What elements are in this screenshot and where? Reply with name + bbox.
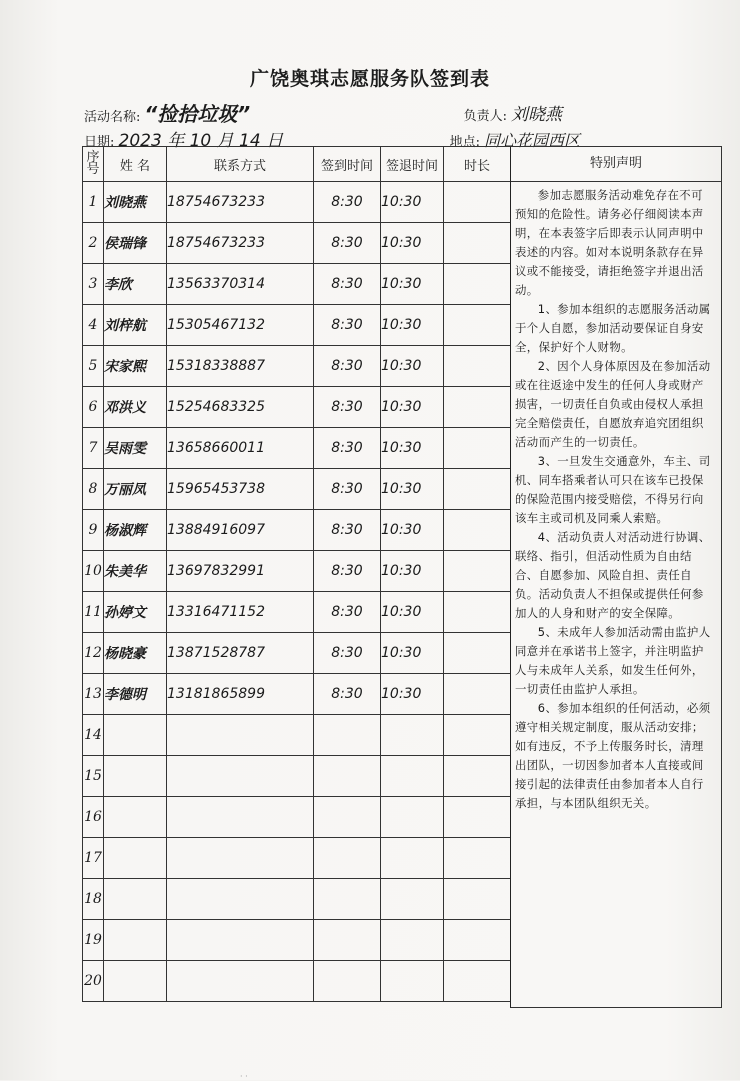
row-phone bbox=[167, 715, 314, 756]
row-phone: 15965453738 bbox=[167, 469, 314, 510]
declaration-heading: 特别声明 bbox=[511, 147, 721, 182]
declaration-panel bbox=[510, 146, 722, 1008]
row-sign-in: 8:30 bbox=[314, 305, 381, 346]
row-number: 15 bbox=[83, 756, 104, 797]
row-sign-out bbox=[381, 961, 444, 1002]
row-sign-in: 8:30 bbox=[314, 428, 381, 469]
activity-name-label: 活动名称: bbox=[84, 110, 141, 125]
header-sign-out: 签退时间 bbox=[381, 147, 444, 182]
row-duration bbox=[444, 961, 511, 1002]
row-sign-in: 8:30 bbox=[314, 469, 381, 510]
declaration-paragraph: 参加志愿服务活动难免存在不可预知的危险性。请务必仔细阅读本声明，在本表签字后即表示认同声明中表述的内容。如对本说明条款存在异议或不能接受，请拒绝签字并退出活动。 bbox=[515, 188, 704, 297]
row-duration bbox=[444, 510, 511, 551]
row-sign-in: 8:30 bbox=[314, 633, 381, 674]
row-duration bbox=[444, 305, 511, 346]
row-sign-in: 8:30 bbox=[314, 387, 381, 428]
row-phone bbox=[167, 920, 314, 961]
row-sign-out: 10:30 bbox=[381, 223, 444, 264]
row-name bbox=[104, 838, 167, 879]
row-sign-in: 8:30 bbox=[314, 592, 381, 633]
row-number: 17 bbox=[83, 838, 104, 879]
row-phone: 15254683325 bbox=[167, 387, 314, 428]
declaration-paragraph: 5、未成年人参加活动需由监护人同意并在承诺书上签字，并注明监护人与未成年人关系，如发生任何外，一切责任由监护人承担。 bbox=[515, 625, 711, 696]
row-name: 李欣 bbox=[104, 264, 167, 305]
table-header-row bbox=[83, 147, 511, 182]
header-name: 姓 名 bbox=[104, 147, 167, 182]
row-duration bbox=[444, 879, 511, 920]
table-row bbox=[83, 920, 511, 961]
row-name: 孙婷文 bbox=[104, 592, 167, 633]
row-number: 19 bbox=[83, 920, 104, 961]
row-name bbox=[104, 715, 167, 756]
row-number: 4 bbox=[83, 305, 104, 346]
table-row bbox=[83, 797, 511, 838]
table-row bbox=[83, 223, 511, 264]
row-name: 刘梓航 bbox=[104, 305, 167, 346]
table-row bbox=[83, 961, 511, 1002]
row-duration bbox=[444, 264, 511, 305]
row-sign-out: 10:30 bbox=[381, 633, 444, 674]
table-row bbox=[83, 346, 511, 387]
row-sign-out bbox=[381, 715, 444, 756]
row-phone: 13871528787 bbox=[167, 633, 314, 674]
row-number: 9 bbox=[83, 510, 104, 551]
row-number: 2 bbox=[83, 223, 104, 264]
place-label: 地点: bbox=[449, 135, 480, 150]
row-name: 李德明 bbox=[104, 674, 167, 715]
table-row bbox=[83, 838, 511, 879]
row-phone: 15318338887 bbox=[167, 346, 314, 387]
row-sign-in: 8:30 bbox=[314, 510, 381, 551]
table-row bbox=[83, 510, 511, 551]
row-phone: 18754673233 bbox=[167, 223, 314, 264]
row-sign-in: 8:30 bbox=[314, 346, 381, 387]
row-number: 18 bbox=[83, 879, 104, 920]
row-name: 刘晓燕 bbox=[104, 182, 167, 223]
row-duration bbox=[444, 797, 511, 838]
scan-mark: · · bbox=[240, 1072, 248, 1081]
row-number: 12 bbox=[83, 633, 104, 674]
row-duration bbox=[444, 756, 511, 797]
activity-name-value: “捡拾垃圾” bbox=[144, 102, 251, 126]
row-sign-out: 10:30 bbox=[381, 674, 444, 715]
table-row bbox=[83, 633, 511, 674]
header-phone: 联系方式 bbox=[167, 147, 314, 182]
row-name bbox=[104, 879, 167, 920]
row-sign-in bbox=[314, 715, 381, 756]
date-label: 日期: bbox=[84, 135, 115, 150]
row-sign-out: 10:30 bbox=[381, 469, 444, 510]
row-sign-out: 10:30 bbox=[381, 305, 444, 346]
row-phone bbox=[167, 797, 314, 838]
row-sign-out bbox=[381, 838, 444, 879]
row-number: 14 bbox=[83, 715, 104, 756]
row-phone bbox=[167, 756, 314, 797]
row-sign-in bbox=[314, 838, 381, 879]
row-number: 10 bbox=[83, 551, 104, 592]
activity-name-line bbox=[84, 98, 250, 127]
table-row bbox=[83, 387, 511, 428]
declaration-paragraph: 6、参加本组织的任何活动，必须遵守相关规定制度，服从活动安排；如有违反，不予上传服务时长，清理出团队，一切因参加者本人直接或间接引起的法律责任由参加者本人自行承担，与本团队组织无关。 bbox=[515, 701, 711, 810]
row-sign-out bbox=[381, 920, 444, 961]
row-name bbox=[104, 797, 167, 838]
row-name: 邓洪义 bbox=[104, 387, 167, 428]
table-row bbox=[83, 469, 511, 510]
attendance-table bbox=[82, 146, 511, 1002]
table-row bbox=[83, 305, 511, 346]
table-row bbox=[83, 715, 511, 756]
row-name bbox=[104, 756, 167, 797]
header-duration: 时长 bbox=[444, 147, 511, 182]
row-name bbox=[104, 961, 167, 1002]
row-sign-in: 8:30 bbox=[314, 674, 381, 715]
row-duration bbox=[444, 469, 511, 510]
row-duration bbox=[444, 346, 511, 387]
declaration-text bbox=[511, 182, 721, 813]
row-duration bbox=[444, 674, 511, 715]
row-name bbox=[104, 920, 167, 961]
date-value: 2023 年 10 月 14 日 bbox=[118, 131, 284, 151]
row-number: 3 bbox=[83, 264, 104, 305]
declaration-paragraph: 2、因个人身体原因及在参加活动或在往返途中发生的任何人身或财产损害，一切责任自负或由侵权人承担完全赔偿责任，自愿放弃追究团组织活动而产生的一切责任。 bbox=[515, 359, 711, 449]
table-row bbox=[83, 879, 511, 920]
row-duration bbox=[444, 838, 511, 879]
row-number: 6 bbox=[83, 387, 104, 428]
row-duration bbox=[444, 592, 511, 633]
row-phone: 13563370314 bbox=[167, 264, 314, 305]
row-duration bbox=[444, 920, 511, 961]
row-sign-in bbox=[314, 961, 381, 1002]
row-duration bbox=[444, 387, 511, 428]
row-sign-in bbox=[314, 920, 381, 961]
row-phone: 18754673233 bbox=[167, 182, 314, 223]
table-row bbox=[83, 756, 511, 797]
row-sign-out: 10:30 bbox=[381, 182, 444, 223]
row-sign-out: 10:30 bbox=[381, 264, 444, 305]
row-name: 侯瑞锋 bbox=[104, 223, 167, 264]
row-phone: 13316471152 bbox=[167, 592, 314, 633]
row-sign-in bbox=[314, 756, 381, 797]
row-name: 朱美华 bbox=[104, 551, 167, 592]
row-phone: 13884916097 bbox=[167, 510, 314, 551]
row-sign-out: 10:30 bbox=[381, 510, 444, 551]
row-name: 万丽凤 bbox=[104, 469, 167, 510]
row-duration bbox=[444, 551, 511, 592]
row-name: 杨淑辉 bbox=[104, 510, 167, 551]
row-name: 宋家熙 bbox=[104, 346, 167, 387]
row-phone: 13658660011 bbox=[167, 428, 314, 469]
row-sign-in: 8:30 bbox=[314, 551, 381, 592]
row-name: 吴雨雯 bbox=[104, 428, 167, 469]
row-duration bbox=[444, 223, 511, 264]
row-number: 5 bbox=[83, 346, 104, 387]
row-number: 1 bbox=[83, 182, 104, 223]
row-phone bbox=[167, 961, 314, 1002]
row-duration bbox=[444, 633, 511, 674]
row-sign-out: 10:30 bbox=[381, 551, 444, 592]
row-phone bbox=[167, 838, 314, 879]
row-number: 13 bbox=[83, 674, 104, 715]
row-phone: 13181865899 bbox=[167, 674, 314, 715]
row-sign-in: 8:30 bbox=[314, 264, 381, 305]
row-sign-out bbox=[381, 797, 444, 838]
declaration-paragraph: 1、参加本组织的志愿服务活动属于个人自愿，参加活动要保证自身安全，保护好个人财物。 bbox=[515, 302, 711, 354]
row-name: 杨晓豪 bbox=[104, 633, 167, 674]
leader-value: 刘晓燕 bbox=[511, 105, 562, 125]
row-number: 7 bbox=[83, 428, 104, 469]
table-row bbox=[83, 551, 511, 592]
row-phone: 13697832991 bbox=[167, 551, 314, 592]
row-sign-in: 8:30 bbox=[314, 223, 381, 264]
row-phone: 15305467132 bbox=[167, 305, 314, 346]
row-sign-out: 10:30 bbox=[381, 428, 444, 469]
declaration-paragraph: 4、活动负责人对活动进行协调、联络、指引，但活动性质为自由结合、自愿参加、风险自担、责任自负。活动负责人不担保或提供任何参加人的人身和财产的安全保障。 bbox=[515, 530, 711, 620]
leader-line bbox=[464, 100, 562, 125]
header-sign-in: 签到时间 bbox=[314, 147, 381, 182]
leader-label: 负责人: bbox=[463, 109, 507, 124]
row-duration bbox=[444, 715, 511, 756]
row-sign-out: 10:30 bbox=[381, 592, 444, 633]
table-row bbox=[83, 674, 511, 715]
row-sign-out: 10:30 bbox=[381, 346, 444, 387]
table-row bbox=[83, 264, 511, 305]
sheet-title: 广饶奥琪志愿服务队签到表 bbox=[249, 68, 490, 90]
row-sign-in bbox=[314, 879, 381, 920]
table-row bbox=[83, 428, 511, 469]
row-sign-out bbox=[381, 756, 444, 797]
row-sign-out: 10:30 bbox=[381, 387, 444, 428]
row-number: 8 bbox=[83, 469, 104, 510]
table-row bbox=[83, 182, 511, 223]
row-duration bbox=[444, 428, 511, 469]
row-duration bbox=[444, 182, 511, 223]
row-sign-in: 8:30 bbox=[314, 182, 381, 223]
table-row bbox=[83, 592, 511, 633]
row-number: 16 bbox=[83, 797, 104, 838]
row-number: 11 bbox=[83, 592, 104, 633]
place-value: 同心花园西区 bbox=[483, 131, 580, 150]
row-sign-in bbox=[314, 797, 381, 838]
row-number: 20 bbox=[83, 961, 104, 1002]
header-no: 序号 bbox=[83, 147, 104, 182]
declaration-paragraph: 3、一旦发生交通意外，车主、司机、同车搭乘者认可只在该车已投保的保险范围内接受赔偿，不得另行向该车主或司机及同乘人索赔。 bbox=[515, 454, 711, 525]
row-phone bbox=[167, 879, 314, 920]
row-sign-out bbox=[381, 879, 444, 920]
